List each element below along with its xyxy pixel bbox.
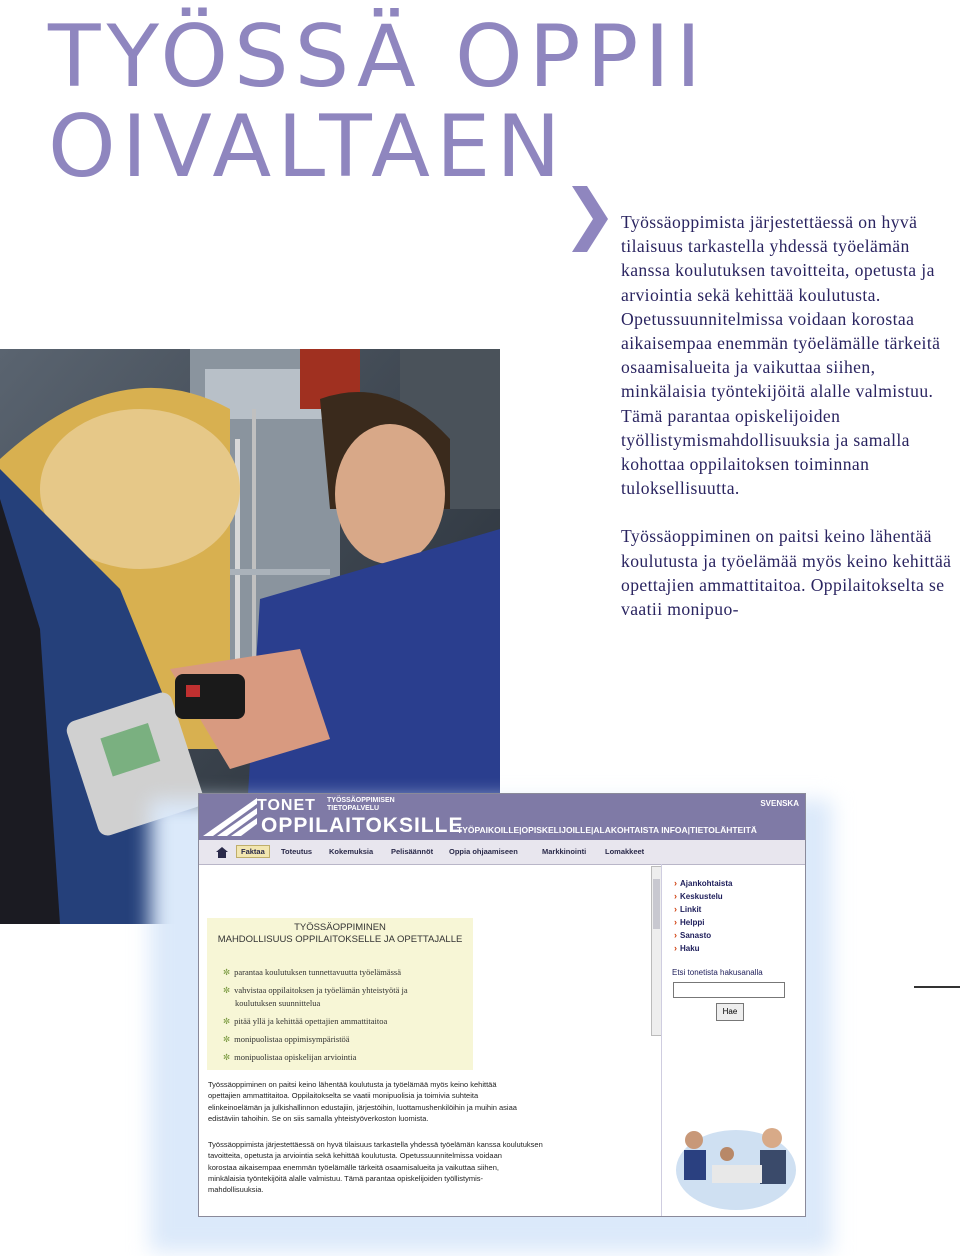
site-sidebar xyxy=(661,864,806,1216)
search-input[interactable] xyxy=(673,982,785,998)
sidebar-link-ajankohtaista[interactable]: › Ajankohtaista xyxy=(674,878,733,888)
chevron-right-icon xyxy=(572,186,608,252)
stairs-logo-icon xyxy=(203,798,257,836)
body-text xyxy=(621,210,956,645)
list-item-continued: koulutuksen suunnittelua xyxy=(235,998,321,1008)
heading-line-2: OIVALTAEN xyxy=(48,97,567,197)
site-paragraph-1: Työssäoppiminen on paitsi keino lähentää koulutusta ja työelämää myös keino kehittää opettajien ammattitaitoa. Oppilaitokselta se vaatii monipuolisia ja toimivia suhteita elinkeinoelämän ja julkishallinnon edustajiin, järjestöihin, luottamushenkilöihin ja muihin asiaa edistäviin tahoihin. Se on siis samalla yhteistyöverkoston luomista. xyxy=(208,1080,517,1123)
box-title-line-1: TYÖSSÄOPPIMINEN xyxy=(294,922,386,933)
search-label: Etsi tonetista hakusanalla xyxy=(672,968,763,977)
site-paragraph-2: Työssäoppimista järjestettäessä on hyvä tilaisuus tarkastella yhdessä työelämän kanssa koulutuksen tavoitteita, opetusta ja arviointia sekä kehittää koulutusta. Opetussuunnitelmissa voidaan korostaa aikaisempaa enemmän työelämälle tärkeitä osaamisalueita ja vaikuttaa siihen, minkälaisia työntekijöitä alalle valmistuu. Tämä parantaa opiskelijoiden työllistymis- mahdollisuuksia. xyxy=(208,1140,543,1195)
brand-name: TONET xyxy=(257,797,316,814)
language-link[interactable]: SVENSKA xyxy=(760,799,799,808)
tab-pelisaannot[interactable]: Pelisäännöt xyxy=(391,847,434,856)
website-screenshot xyxy=(198,793,806,1217)
scroll-thumb[interactable] xyxy=(653,879,660,929)
brand-subtitle: TYÖSSÄOPPIMISEN TIETOPALVELU xyxy=(327,797,395,812)
tab-lomakkeet[interactable]: Lomakkeet xyxy=(605,847,645,856)
meeting-photo xyxy=(672,1110,800,1210)
tab-kokemuksia[interactable]: Kokemuksia xyxy=(329,847,374,856)
heading-line-1: TYÖSSÄ OPPII xyxy=(48,7,708,107)
tab-markkinointi[interactable]: Markkinointi xyxy=(542,847,587,856)
sidebar-link-haku[interactable]: › Haku xyxy=(674,943,700,953)
box-title-line-2: MAHDOLLISUUS OPPILAITOKSELLE JA OPETTAJALLE xyxy=(217,934,463,945)
highlight-box xyxy=(207,918,473,1070)
list-item: ✼ vahvistaa oppilaitoksen ja työelämän yhteistyötä ja xyxy=(223,985,408,995)
site-banner xyxy=(199,794,805,840)
box-title xyxy=(207,922,473,946)
tab-bar xyxy=(199,840,805,865)
tab-faktaa[interactable]: Faktaa xyxy=(236,845,270,858)
sidebar-link-sanasto[interactable]: › Sanasto xyxy=(674,930,712,940)
list-item: ✼ monipuolistaa oppimisympäristöä xyxy=(223,1034,350,1044)
margin-rule xyxy=(914,986,960,988)
tab-oppia-ohjaamiseen[interactable]: Oppia ohjaamiseen xyxy=(449,847,518,856)
sidebar-link-linkit[interactable]: › Linkit xyxy=(674,904,702,914)
tab-toteutus[interactable]: Toteutus xyxy=(281,847,313,856)
top-navigation[interactable]: TYÖPAIKOILLE|OPISKELIJOILLE|ALAKOHTAISTA INFOA|TIETOLÄHTEITÄ xyxy=(457,825,757,835)
list-item: ✼ pitää yllä ja kehittää opettajien ammattitaitoa xyxy=(223,1016,388,1026)
search-button[interactable]: Hae xyxy=(716,1003,744,1021)
body-paragraph-1: Työssäoppimista järjestettäessä on hyvä tilaisuus tarkastella yhdessä työelämän kanssa koulutuksen tavoitteita, opetusta ja arviointia sekä kehittää koulutusta. Opetussuunnitelmissa voidaan korostaa aikaisempaa enemmän työelämälle tärkeitä osaamisalueita ja vaikuttaa siihen, minkälaisia työntekijöitä alalle valmistuu. Tämä parantaa opiskelijoiden työllistymismahdollisuuksia ja samalla kohottaa oppilaitoksen toiminnan tuloksellisuutta. xyxy=(621,212,941,499)
body-paragraph-2: Työssäoppiminen on paitsi keino lähentää koulutusta ja työelämää myös keino kehittää opettajien ammattitaitoa. Oppilaitokselta se vaatii monipuo- xyxy=(621,526,952,620)
list-item: ✼ monipuolistaa opiskelijan arviointia xyxy=(223,1052,357,1062)
sidebar-link-helppi[interactable]: › Helppi xyxy=(674,917,705,927)
home-icon[interactable] xyxy=(216,847,228,858)
brand-main: OPPILAITOKSILLE xyxy=(261,814,464,837)
list-item: ✼ parantaa koulutuksen tunnettavuutta työelämässä xyxy=(223,967,402,977)
sidebar-link-keskustelu[interactable]: › Keskustelu xyxy=(674,891,723,901)
